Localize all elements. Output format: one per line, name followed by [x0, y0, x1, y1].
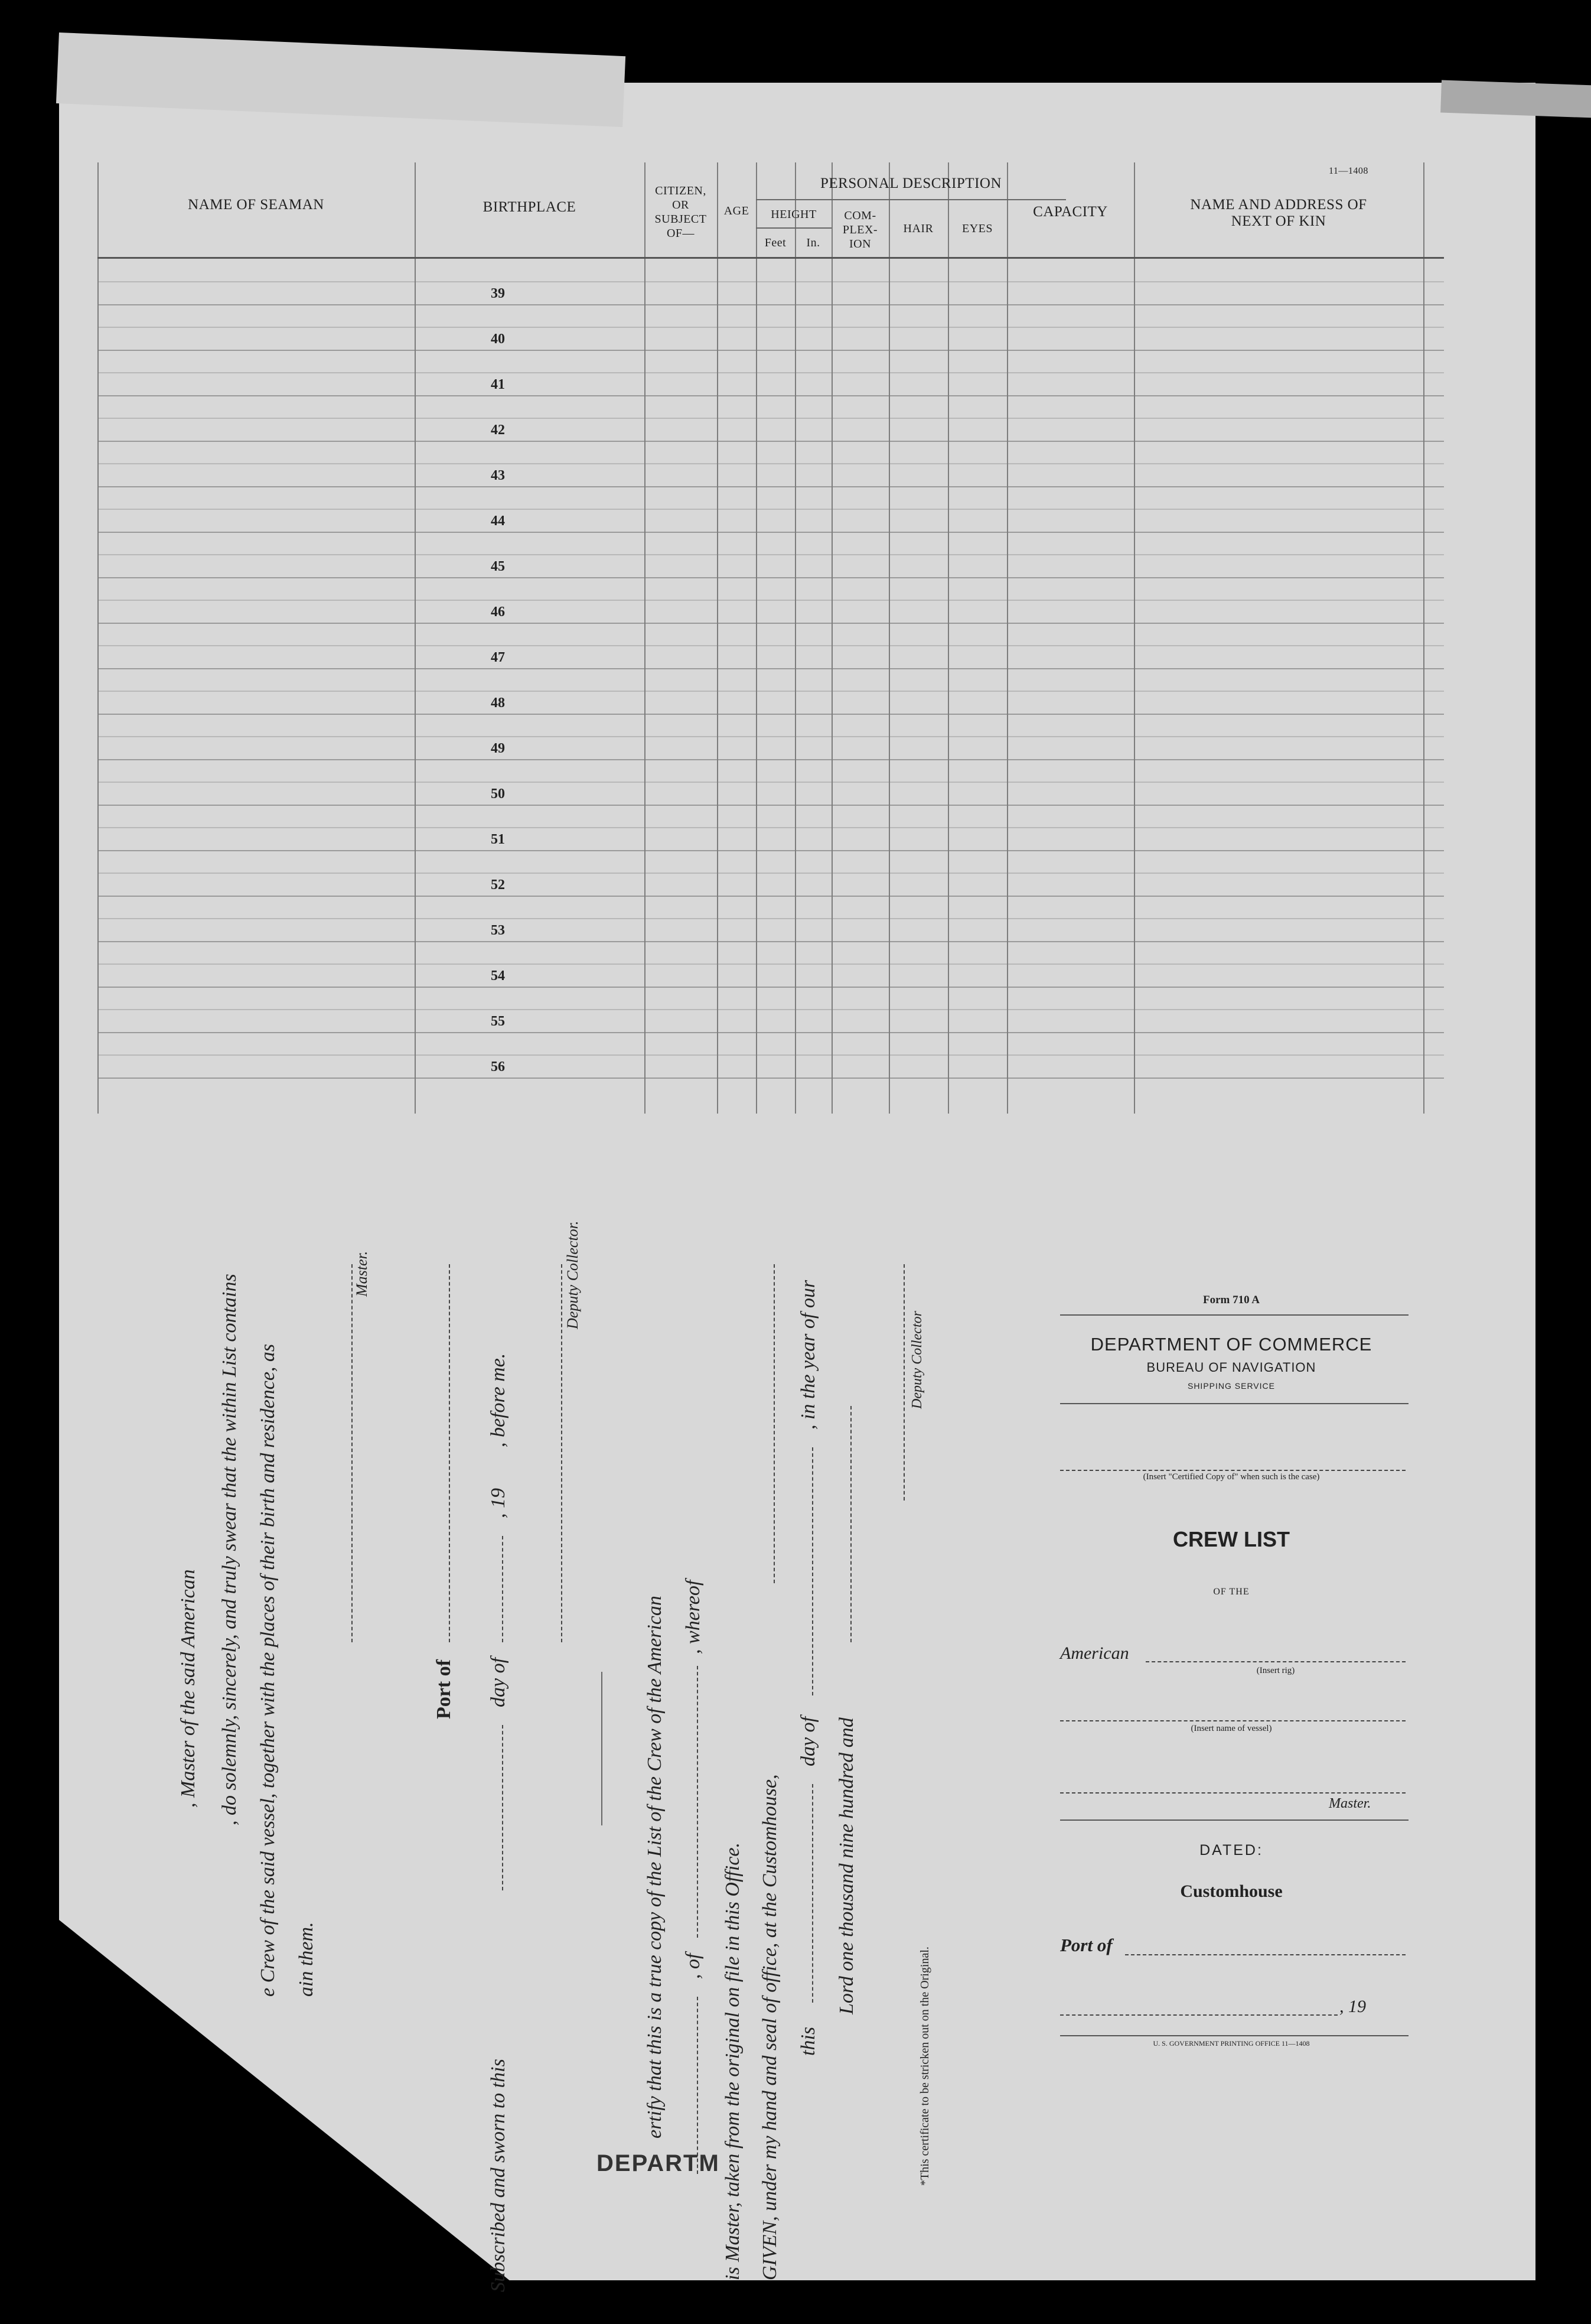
cert-whereof: , whereof [682, 1580, 704, 1654]
row-line [97, 987, 1444, 988]
cover-master-line [1060, 1792, 1406, 1794]
row-number: 52 [491, 877, 505, 893]
row-line [97, 941, 1444, 942]
cover-form-number: Form 710 A [1202, 1294, 1260, 1306]
cover-printer-line: U. S. GOVERNMENT PRINTING OFFICE 11—1408 [1153, 2039, 1310, 2048]
row-midline [97, 918, 1444, 919]
row-midline [97, 600, 1444, 601]
oath-port-of: Port of [433, 1659, 455, 1719]
row-number: 51 [491, 832, 505, 847]
header-personal-description: PERSONAL DESCRIPTION [820, 175, 1002, 191]
row-line [97, 714, 1444, 715]
cert-customhouse-line [774, 1264, 775, 1583]
cover-american: American [1060, 1643, 1129, 1663]
header-height: HEIGHT [771, 208, 817, 221]
cover-top-rule [1060, 1314, 1409, 1316]
cert-rig-line [697, 1997, 698, 2174]
cover-department: DEPARTMENT OF COMMERCE [1090, 1334, 1372, 1355]
row-number: 45 [491, 559, 505, 574]
row-line [97, 1078, 1444, 1079]
row-midline [97, 736, 1444, 737]
oath-line3: e Crew of the said vessel, together with the places of their birth and residence, as [257, 1343, 279, 1997]
cert-month-line [812, 1447, 813, 1695]
row-number: 46 [491, 604, 505, 620]
cover-dated-rule [1060, 1820, 1409, 1821]
oath-deputy-collector: Deputy Collector. [564, 1220, 581, 1329]
oath-master-label: Master. [353, 1251, 370, 1297]
row-number: 47 [491, 650, 505, 665]
cover-vessel-line [1060, 1720, 1406, 1721]
row-number: 41 [491, 377, 505, 392]
cert-line4: GIVEN, under my hand and seal of office, at the Customhouse, [759, 1774, 781, 2280]
cover-rig-line [1146, 1661, 1406, 1662]
row-line [97, 759, 1444, 760]
row-line [97, 486, 1444, 487]
master-signature-line [351, 1264, 353, 1642]
cert-year-line [850, 1406, 852, 1642]
row-number: 40 [491, 331, 505, 347]
cover-insert-rig: (Insert rig) [1256, 1666, 1295, 1675]
row-midline [97, 1054, 1444, 1056]
cert-footnote: *This certificate to be stricken out on the Original. [918, 1947, 931, 2186]
header-feet: Feet [764, 236, 787, 249]
row-midline [97, 782, 1444, 783]
row-midline [97, 645, 1444, 646]
row-number: 55 [491, 1014, 505, 1029]
row-line [97, 304, 1444, 305]
cert-deputy-signature-line [904, 1264, 905, 1500]
header-name-of-seaman: NAME OF SEAMAN [188, 197, 324, 213]
cover-insert-name: (Insert name of vessel) [1191, 1724, 1272, 1733]
header-hair: HAIR [903, 222, 934, 235]
cover-mid-rule [1060, 1403, 1409, 1404]
row-line [97, 805, 1444, 806]
row-line [97, 350, 1444, 351]
cert-year-of-our: , in the year of our [797, 1280, 819, 1430]
cert-this: this [797, 2026, 819, 2056]
row-line [97, 896, 1444, 897]
oath-day-of: day of [487, 1657, 509, 1707]
cover-service: SHIPPING SERVICE [1187, 1381, 1275, 1391]
row-number: 42 [491, 422, 505, 438]
header-complexion: COM- PLEX- ION [842, 209, 878, 250]
cert-day-line [812, 1784, 813, 2003]
row-line [97, 441, 1444, 442]
row-line [97, 395, 1444, 396]
row-midline [97, 418, 1444, 419]
row-midline [97, 554, 1444, 555]
header-inches: In. [806, 236, 820, 249]
oath-before-me: , before me. [487, 1353, 509, 1447]
cert-line3: is Master, taken from the original on file in this Office. [722, 1842, 744, 2280]
row-midline [97, 327, 1444, 328]
row-number: 39 [491, 286, 505, 301]
row-midline [97, 372, 1444, 373]
row-midline [97, 509, 1444, 510]
cover-port-of: Port of [1060, 1935, 1113, 1955]
row-midline [97, 691, 1444, 692]
oath-line4: ain them. [295, 1922, 317, 1997]
cover-bureau: BUREAU OF NAVIGATION [1146, 1360, 1316, 1375]
row-line [97, 532, 1444, 533]
oath-line2: , do solemnly, sincerely, and truly swear that the within List contains [219, 1274, 240, 1825]
row-line [97, 850, 1444, 851]
cert-of: , of [682, 1953, 704, 1979]
crew-table [97, 162, 1444, 1114]
cover-insert-certified: (Insert "Certified Copy of" when such is the case) [1143, 1472, 1320, 1482]
oath-nineteen: , 19 [487, 1488, 509, 1518]
row-number: 49 [491, 741, 505, 756]
cover-certified-line [1060, 1470, 1406, 1471]
cover-of-the: OF THE [1213, 1587, 1250, 1597]
row-number: 43 [491, 468, 505, 483]
header-next-of-kin: NAME AND ADDRESS OF NEXT OF KIN [1190, 197, 1367, 229]
header-capacity: CAPACITY [1033, 204, 1108, 220]
row-midline [97, 964, 1444, 965]
port-of-line [449, 1264, 450, 1642]
row-midline [97, 827, 1444, 828]
department-stamp: DEPARTM [596, 2150, 720, 2176]
header-citizen: CITIZEN, OR SUBJECT OF— [654, 184, 707, 240]
oath-line1: , Master of the said American [177, 1569, 199, 1808]
form-code-top: 11—1408 [1329, 166, 1368, 176]
cover-port-line [1125, 1954, 1406, 1955]
row-line [97, 1032, 1444, 1033]
row-midline [97, 873, 1444, 874]
header-age: AGE [723, 204, 749, 217]
cert-deputy-collector: Deputy Collector [909, 1311, 925, 1409]
row-number: 53 [491, 923, 505, 938]
row-line [97, 623, 1444, 624]
header-birthplace: BIRTHPLACE [482, 199, 576, 215]
cert-line1: ertify that this is a true copy of the List of the Crew of the American [644, 1596, 666, 2139]
row-midline [97, 1009, 1444, 1010]
row-number: 48 [491, 695, 505, 711]
cover-nineteen: , 19 [1339, 1997, 1366, 2016]
row-line [97, 668, 1444, 669]
row-number: 54 [491, 968, 505, 984]
cert-day-of: day of [797, 1716, 819, 1766]
row-midline [97, 463, 1444, 464]
row-number: 44 [491, 513, 505, 529]
header-eyes: EYES [962, 222, 993, 235]
cover-title: CREW LIST [1173, 1527, 1290, 1551]
row-line [97, 577, 1444, 578]
row-number: 50 [491, 786, 505, 802]
paper-fold-strip-right [1440, 80, 1591, 118]
cover-date-line [1060, 2014, 1338, 2016]
cover-customhouse: Customhouse [1180, 1882, 1283, 1901]
cert-line6: Lord one thousand nine hundred and [836, 1717, 858, 2014]
cover-bottom-rule [1060, 2035, 1409, 2036]
row-number: 56 [491, 1059, 505, 1075]
deputy-signature-line [561, 1264, 562, 1642]
subscribed-month-line [502, 1536, 503, 1642]
oath-subscribed: Subscribed and sworn to this [487, 2059, 509, 2292]
cover-dated: DATED: [1199, 1842, 1263, 1858]
cert-vessel-line [697, 1666, 698, 1938]
row-midline [97, 281, 1444, 282]
cover-master-label: Master. [1329, 1796, 1371, 1811]
divider-line [601, 1672, 602, 1825]
subscribed-day-line [502, 1725, 503, 1890]
